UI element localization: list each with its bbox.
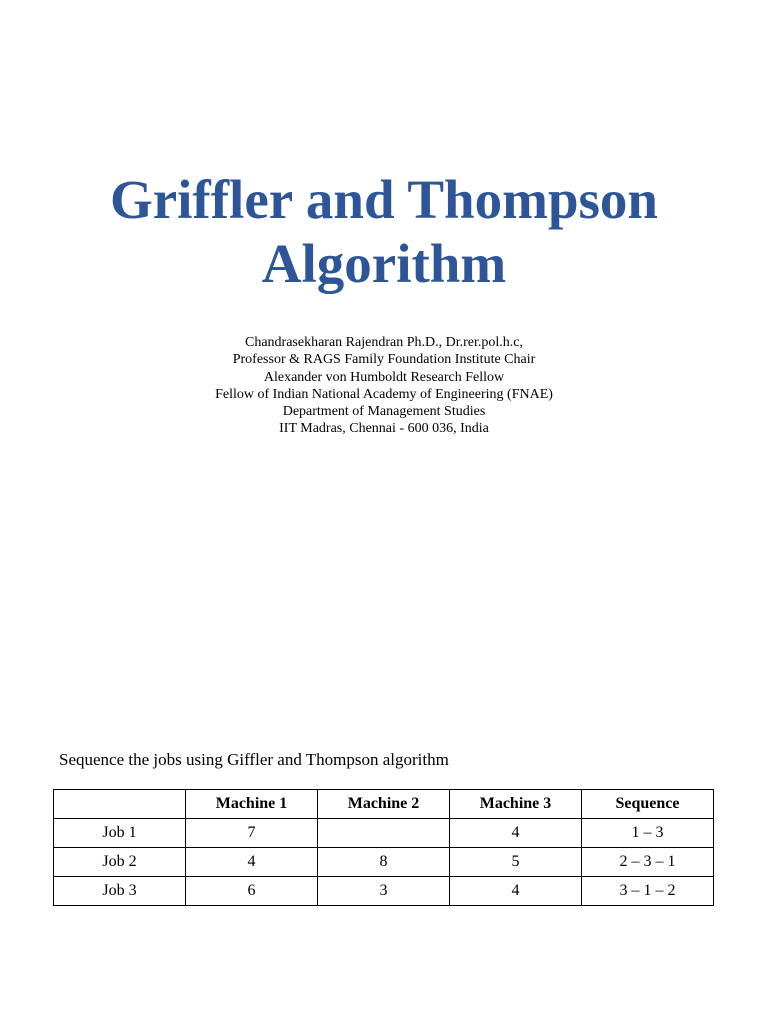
table-cell: 4 <box>186 848 318 877</box>
author-department: Department of Management Studies <box>282 404 486 420</box>
header-cell-sequence: Sequence <box>582 790 714 819</box>
table-cell: 4 <box>450 877 582 906</box>
table-cell: 1 – 3 <box>582 819 714 848</box>
title-line-2: Algorithm <box>261 233 507 294</box>
header-cell-machine-2: Machine 2 <box>318 790 450 819</box>
table-row <box>54 819 714 848</box>
table-row <box>54 877 714 906</box>
row-label: Job 3 <box>54 877 186 906</box>
author-info <box>0 334 768 438</box>
header-cell-corner <box>54 790 186 819</box>
author-institution: IIT Madras, Chennai - 600 036, India <box>279 421 489 437</box>
table-header-row <box>54 790 714 819</box>
table-cell: 3 <box>318 877 450 906</box>
header-cell-machine-3: Machine 3 <box>450 790 582 819</box>
table-row <box>54 848 714 877</box>
table-cell: 7 <box>186 819 318 848</box>
author-fellowship: Alexander von Humboldt Research Fellow <box>263 369 505 385</box>
table-cell: 3 – 1 – 2 <box>582 877 714 906</box>
problem-statement: Sequence the jobs using Giffler and Thompson algorithm <box>59 750 449 769</box>
author-academy: Fellow of Indian National Academy of Engineering (FNAE) <box>215 386 553 402</box>
table-cell: 2 – 3 – 1 <box>582 848 714 877</box>
title-line-1: Griffler and Thompson <box>109 169 659 230</box>
job-machine-table <box>53 789 714 906</box>
table-cell: 6 <box>186 877 318 906</box>
author-position: Professor & RAGS Family Foundation Institute Chair <box>232 352 536 368</box>
table-cell: 4 <box>450 819 582 848</box>
document-title <box>0 168 768 296</box>
header-cell-machine-1: Machine 1 <box>186 790 318 819</box>
row-label: Job 1 <box>54 819 186 848</box>
table-cell: 5 <box>450 848 582 877</box>
row-label: Job 2 <box>54 848 186 877</box>
author-name: Chandrasekharan Rajendran Ph.D., Dr.rer.pol.h.c, <box>245 335 523 350</box>
table-cell: 8 <box>318 848 450 877</box>
table-cell <box>318 819 450 848</box>
